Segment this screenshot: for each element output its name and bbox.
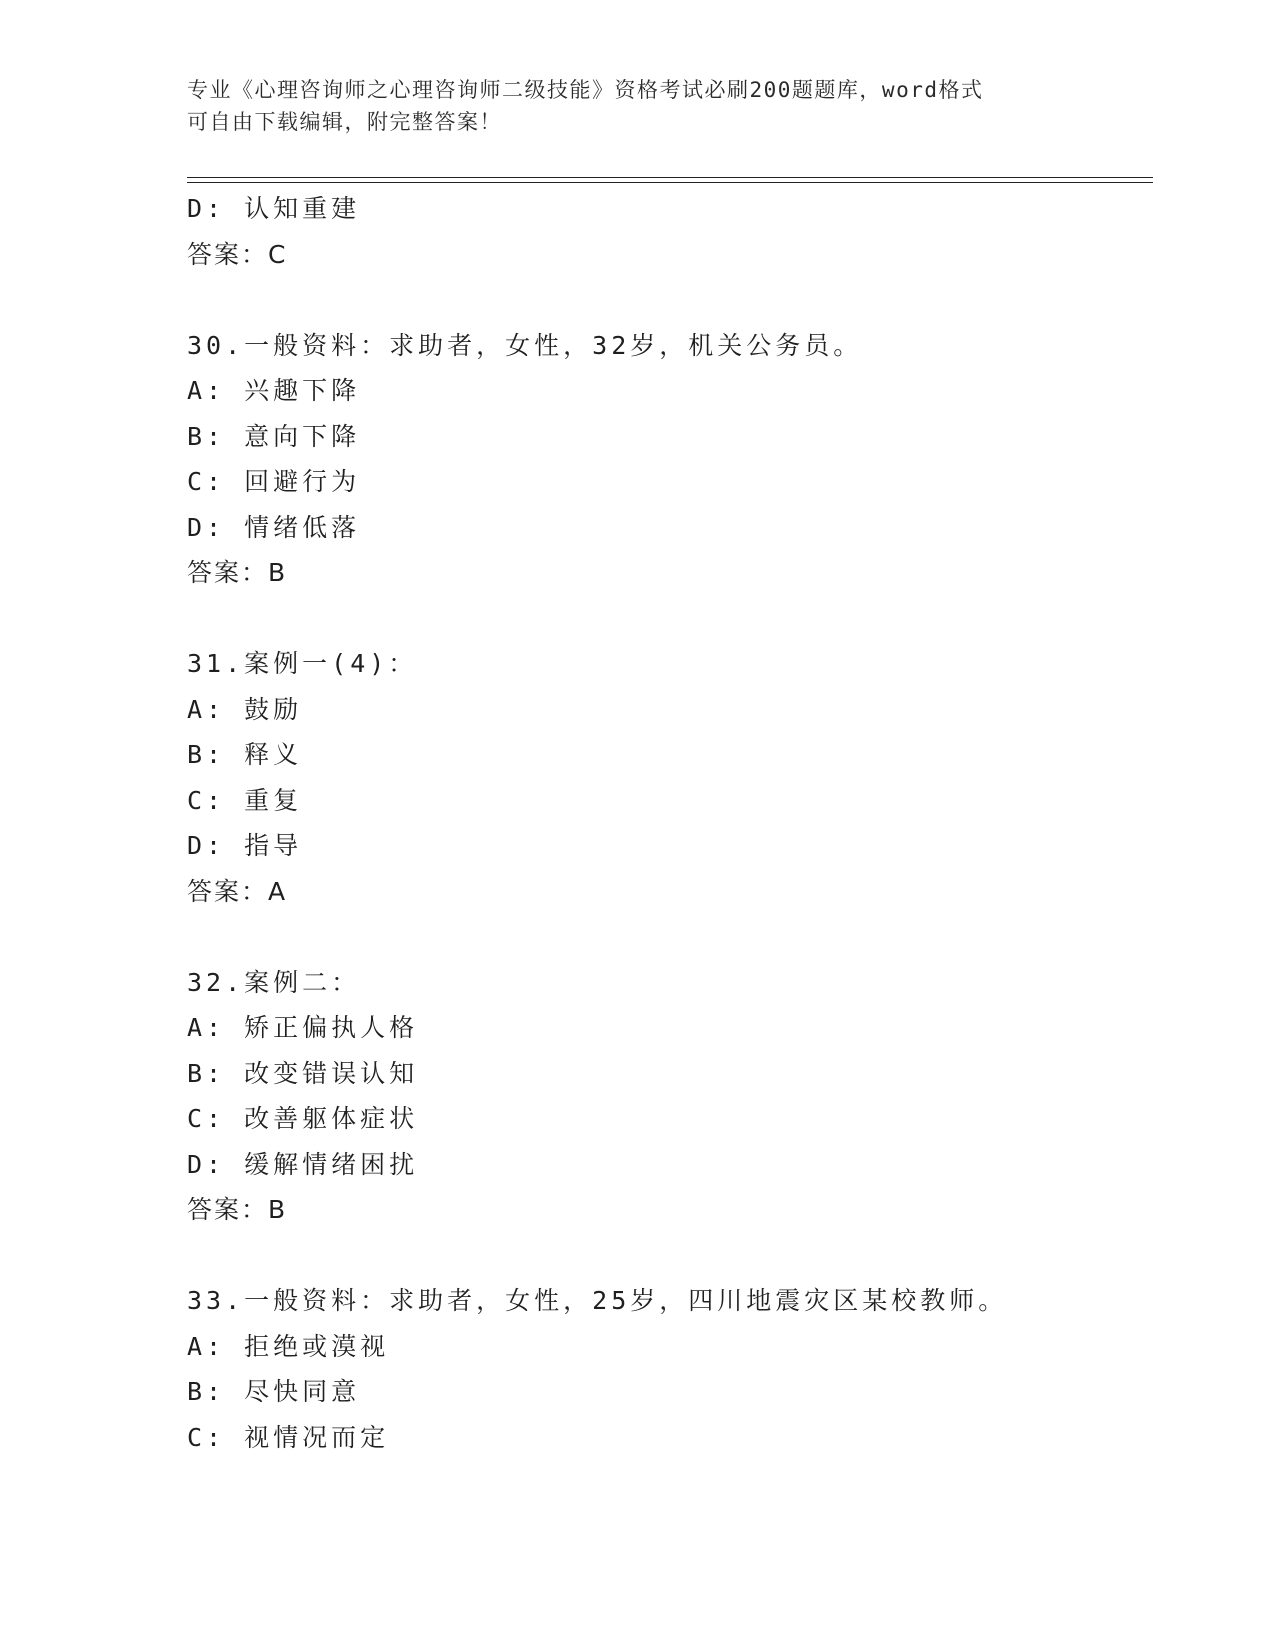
question-list xyxy=(187,186,1153,1460)
option-b: B: 释义 xyxy=(187,740,303,769)
option-b: B: 尽快同意 xyxy=(187,1377,361,1406)
option-d: D: 缓解情绪困扰 xyxy=(187,1149,419,1179)
option-c: C: 改善躯体症状 xyxy=(187,1104,419,1133)
option-d: D: 情绪低落 xyxy=(187,512,361,542)
option-b: B: 意向下降 xyxy=(187,421,361,451)
option-d: D: 认知重建 xyxy=(187,194,361,223)
question-31 xyxy=(187,641,1153,914)
question-stem: 33.一般资料：求助者，女性，25岁，四川地震灾区某校教师。 xyxy=(187,1286,1008,1315)
option-c: C: 视情况而定 xyxy=(187,1422,390,1452)
question-30 xyxy=(187,323,1153,596)
answer: 答案：C xyxy=(187,239,288,269)
header-rule-top xyxy=(187,177,1153,178)
spacer xyxy=(187,596,1153,642)
header-rule-bottom xyxy=(187,182,1153,183)
question-33 xyxy=(187,1278,1153,1460)
option-a: A: 鼓励 xyxy=(187,694,303,724)
document-header xyxy=(187,74,1087,138)
spacer xyxy=(187,277,1153,323)
option-b: B: 改变错误认知 xyxy=(187,1058,419,1088)
question-stem: 30.一般资料：求助者，女性，32岁，机关公务员。 xyxy=(187,330,863,360)
header-line-1: 专业《心理咨询师之心理咨询师二级技能》资格考试必刷200题题库，word格式 xyxy=(187,78,984,102)
option-d: D: 指导 xyxy=(187,831,303,860)
option-a: A: 矫正偏执人格 xyxy=(187,1013,419,1042)
question-32 xyxy=(187,960,1153,1233)
spacer xyxy=(187,914,1153,960)
option-a: A: 拒绝或漠视 xyxy=(187,1331,390,1361)
option-c: C: 重复 xyxy=(187,785,303,815)
question-stem: 31.案例一(4)： xyxy=(187,649,418,678)
answer: 答案：B xyxy=(187,558,288,587)
option-c: C: 回避行为 xyxy=(187,467,361,496)
header-line-2: 可自由下载编辑，附完整答案！ xyxy=(187,110,502,134)
answer: 答案：B xyxy=(187,1195,288,1224)
spacer xyxy=(187,1233,1153,1279)
answer: 答案：A xyxy=(187,876,288,906)
option-a: A: 兴趣下降 xyxy=(187,376,361,405)
question-stem: 32.案例二： xyxy=(187,967,361,997)
